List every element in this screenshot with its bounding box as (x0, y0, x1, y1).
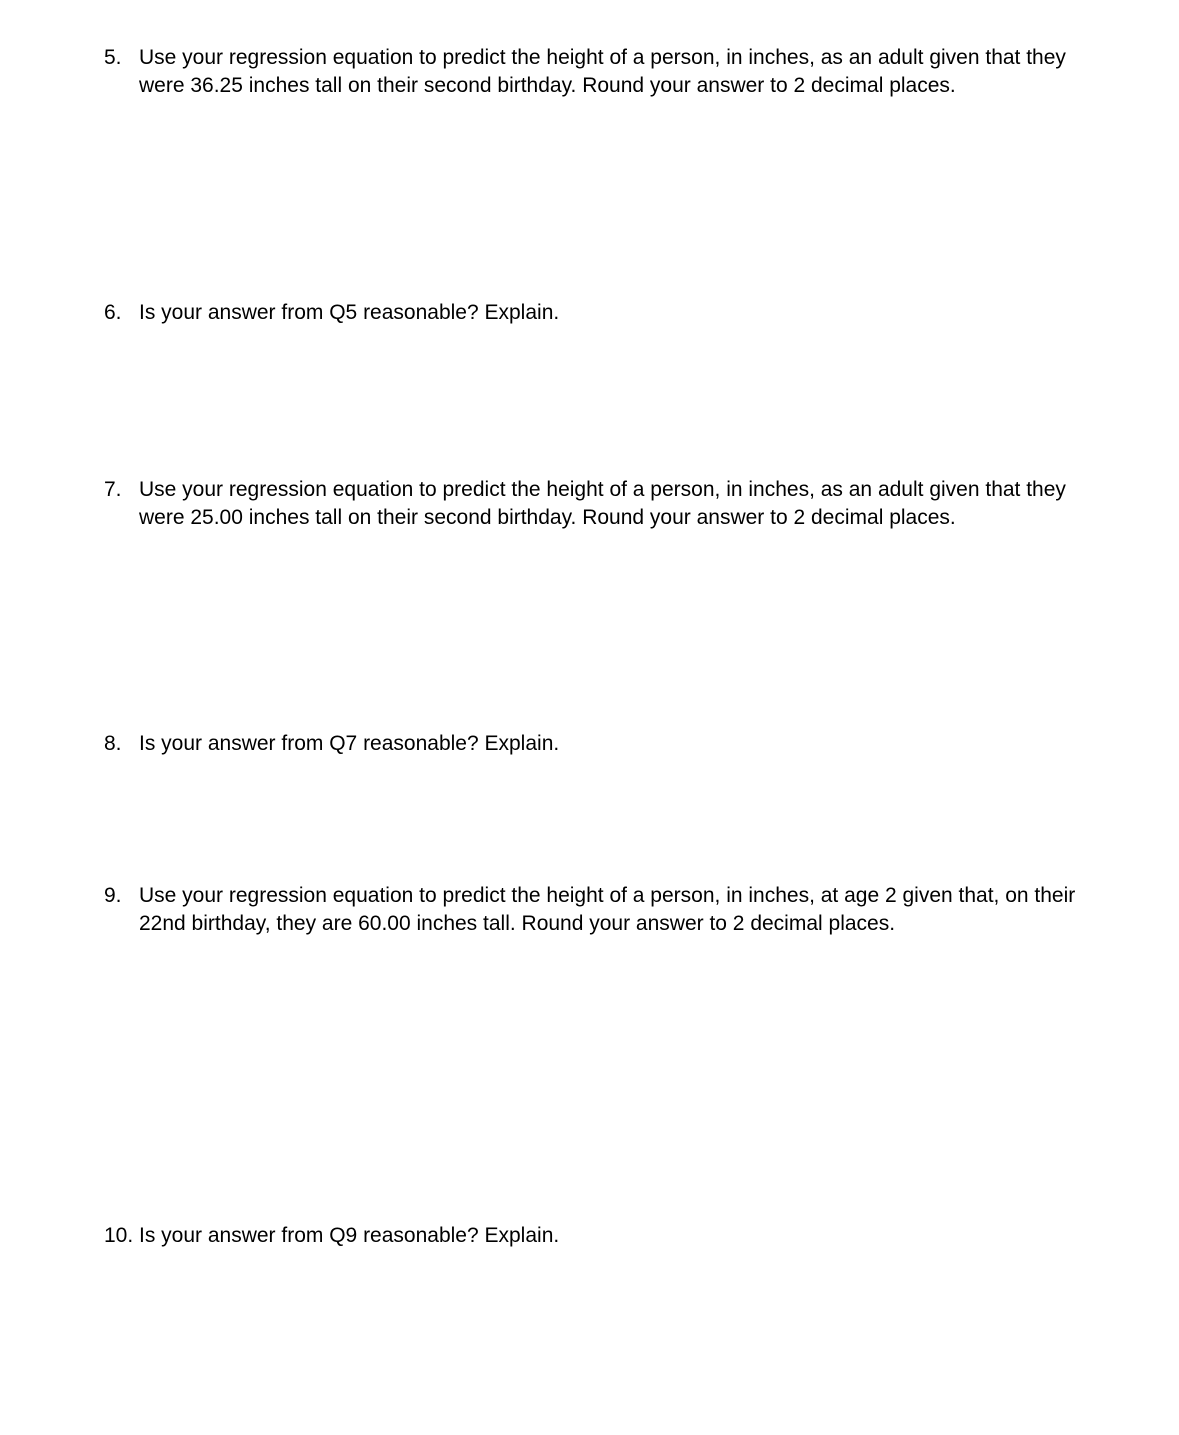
question-number: 6. (104, 301, 122, 324)
question-text: Is your answer from Q7 reasonable? Explain. (139, 732, 560, 755)
question-7 (104, 476, 1104, 532)
question-8 (104, 730, 1104, 758)
question-text: Is your answer from Q5 reasonable? Explain. (139, 301, 560, 324)
question-number: 9. (104, 884, 122, 907)
question-number: 7. (104, 478, 122, 501)
question-number: 5. (104, 46, 122, 69)
question-text: Is your answer from Q9 reasonable? Explain. (139, 1224, 560, 1247)
question-10 (104, 1222, 1104, 1250)
question-text: Use your regression equation to predict the height of a person, in inches, at age 2 given that, on their 22nd birthday, they are 60.00 inches tall. Round your answer to 2 decimal places. (139, 884, 1076, 935)
question-6 (104, 299, 1104, 327)
question-9 (104, 882, 1104, 938)
question-text: Use your regression equation to predict the height of a person, in inches, as an adult given that they were 36.25 inches tall on their second birthday. Round your answer to 2 decimal places. (139, 46, 1066, 97)
question-number: 8. (104, 732, 122, 755)
question-5 (104, 44, 1104, 100)
question-number: 10. (104, 1224, 134, 1247)
question-text: Use your regression equation to predict the height of a person, in inches, as an adult given that they were 25.00 inches tall on their second birthday. Round your answer to 2 decimal places. (139, 478, 1066, 529)
